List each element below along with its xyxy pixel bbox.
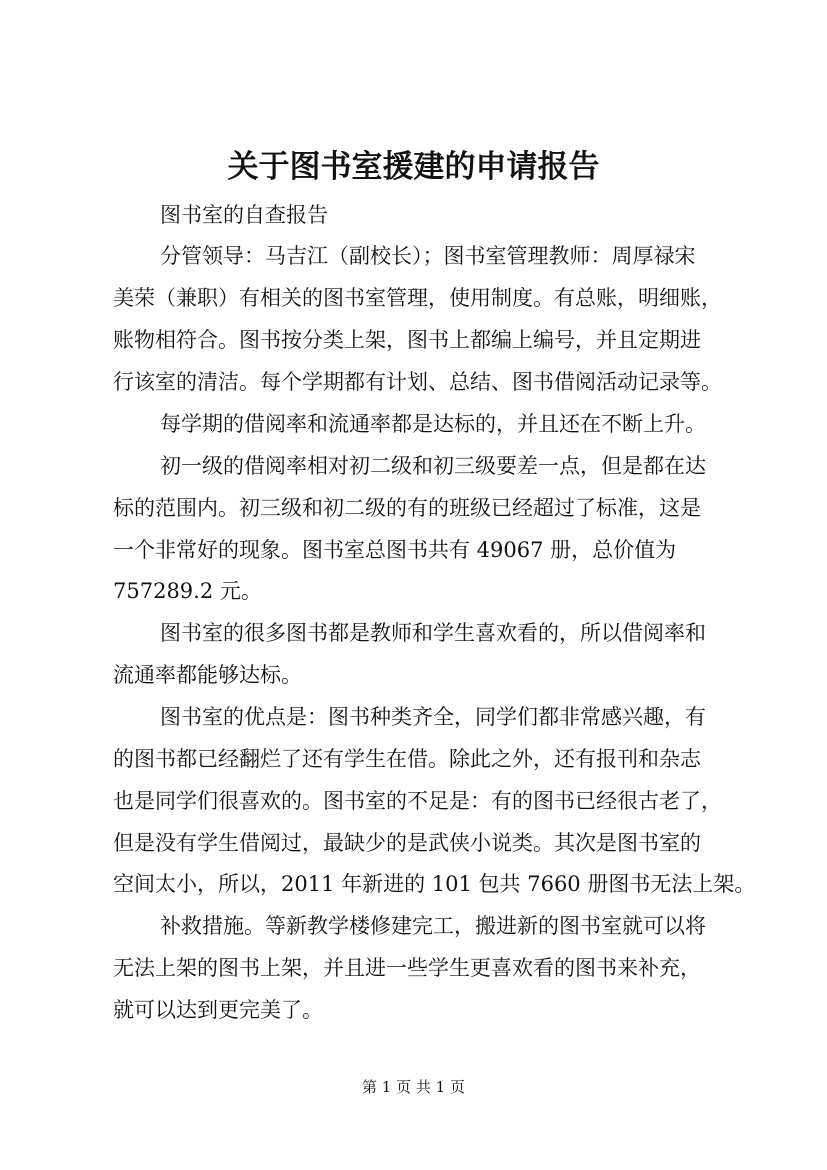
paragraph-line: 初一级的借阅率相对初二级和初三级要差一点，但是都在达 [160, 454, 706, 478]
paragraph-line: 分管领导：马吉江（副校长）；图书室管理教师：周厚禄宋 [160, 244, 696, 268]
paragraph-line: 图书室的自查报告 [160, 203, 328, 227]
paragraph-line: 就可以达到更完美了。 [113, 998, 323, 1022]
paragraph-line: 图书室的优点是：图书种类齐全，同学们都非常感兴趣，有 [160, 705, 706, 729]
paragraph-line: 一个非常好的现象。图书室总图书共有 49067 册，总价值为 [113, 538, 677, 562]
paragraph-line: 流通率都能够达标。 [113, 663, 302, 687]
paragraph-line: 行该室的清洁。每个学期都有计划、总结、图书借阅活动记录等。 [113, 370, 722, 394]
page-footer: 第 1 页 共 1 页 [362, 1078, 465, 1096]
paragraph-line: 标的范围内。初三级和初二级的有的班级已经超过了标准，这是 [113, 496, 701, 520]
paragraph-line: 图书室的很多图书都是教师和学生喜欢看的，所以借阅率和 [160, 621, 706, 645]
paragraph-line: 的图书都已经翻烂了还有学生在借。除此之外，还有报刊和杂志 [113, 747, 701, 771]
paragraph-line: 也是同学们很喜欢的。图书室的不足是：有的图书已经很古老了， [113, 789, 722, 813]
paragraph-line: 美荣（兼职）有相关的图书室管理，使用制度。有总账，明细账， [113, 286, 722, 310]
paragraph-line: 757289.2 元。 [113, 579, 262, 603]
paragraph-line: 无法上架的图书上架，并且进一些学生更喜欢看的图书来补充， [113, 956, 701, 980]
paragraph-line: 但是没有学生借阅过，最缺少的是武侠小说类。其次是图书室的 [113, 831, 701, 855]
paragraph-line: 每学期的借阅率和流通率都是达标的，并且还在不断上升。 [160, 412, 706, 436]
paragraph-line: 补救措施。等新教学楼修建完工，搬进新的图书室就可以将 [160, 914, 706, 938]
paragraph-line: 账物相符合。图书按分类上架，图书上都编上编号，并且定期进 [113, 328, 701, 352]
document-title: 关于图书室援建的申请报告 [227, 149, 600, 185]
paragraph-line: 空间太小，所以，2011 年新进的 101 包共 7660 册图书无法上架。 [113, 872, 756, 896]
